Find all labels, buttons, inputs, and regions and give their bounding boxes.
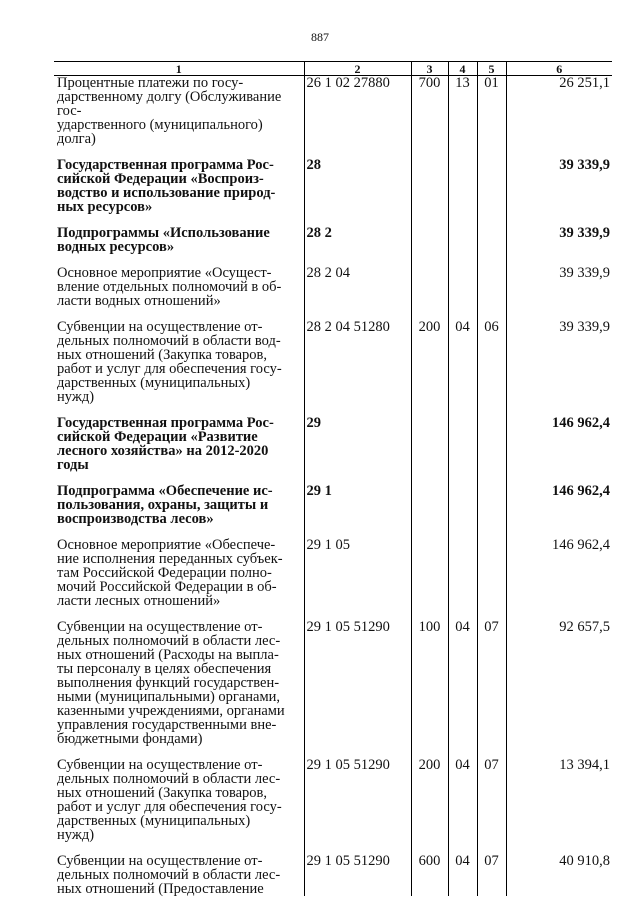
spacer-cell	[448, 254, 477, 266]
row-amount: 39 339,9	[506, 158, 612, 214]
table-row	[54, 320, 612, 404]
spacer-cell	[477, 472, 506, 484]
spacer-cell	[477, 254, 506, 266]
row-code: 28 2 04 51280	[304, 320, 411, 404]
row-section: 04	[448, 620, 477, 746]
column-header-1: 1	[54, 62, 304, 76]
spacer-cell	[477, 526, 506, 538]
row-amount: 146 962,4	[506, 484, 612, 526]
budget-table	[54, 61, 612, 896]
row-section: 13	[448, 76, 477, 147]
row-description: Государственная программа Рос- сийской Федерации «Воспроиз- водство и использование природ- ных ресурсов»	[57, 157, 276, 215]
column-header-5: 5	[477, 62, 506, 76]
column-header-2: 2	[304, 62, 411, 76]
row-expense-type	[411, 416, 448, 472]
row-amount: 39 339,9	[506, 320, 612, 404]
spacer-cell	[448, 404, 477, 416]
row-code: 29 1 05 51290	[304, 620, 411, 746]
row-subsection: 06	[477, 320, 506, 404]
row-amount: 40 910,8	[506, 854, 612, 896]
spacer-cell	[477, 404, 506, 416]
row-code: 29	[304, 416, 411, 472]
spacer-cell	[411, 526, 448, 538]
table-row	[54, 854, 612, 896]
row-code: 28 2	[304, 226, 411, 254]
page-number: 887	[311, 30, 329, 44]
table-row	[54, 484, 612, 526]
row-section	[448, 226, 477, 254]
spacer-cell	[411, 254, 448, 266]
row-subsection	[477, 158, 506, 214]
row-description: Подпрограмма «Обеспечение ис- пользования, охраны, защиты и воспроизводства лесов»	[57, 483, 273, 527]
spacer-cell	[448, 526, 477, 538]
row-subsection: 01	[477, 76, 506, 147]
table-row	[54, 416, 612, 472]
spacer-cell	[448, 472, 477, 484]
header-row	[54, 62, 612, 76]
row-description: Основное мероприятие «Обеспече- ние исполнения переданных субъек- там Российской Федерации полно- мочий Российской Федерации в об- ласти лесных отношений»	[57, 537, 283, 609]
row-section	[448, 158, 477, 214]
row-description: Субвенции на осуществление от- дельных полномочий в области лес- ных отношений (Закупка товаров, работ и услуг для обеспечения госу- дарственных (муниципальных) нужд)	[57, 757, 282, 843]
row-section	[448, 416, 477, 472]
table-row	[54, 226, 612, 254]
row-subsection	[477, 416, 506, 472]
row-subsection: 07	[477, 758, 506, 842]
row-expense-type: 100	[411, 620, 448, 746]
row-section	[448, 484, 477, 526]
row-description: Субвенции на осуществление от- дельных полномочий в области вод- ных отношений (Закупка товаров, работ и услуг для обеспечения госу- дарственных (муниципальных) нужд)	[57, 319, 282, 405]
row-code: 29 1 05 51290	[304, 758, 411, 842]
row-expense-type	[411, 226, 448, 254]
row-subsection: 07	[477, 620, 506, 746]
row-code: 26 1 02 27880	[304, 76, 411, 147]
row-expense-type: 600	[411, 854, 448, 896]
row-description: Субвенции на осуществление от- дельных полномочий в области лес- ных отношений (Расходы на выпла- ты персоналу в целях обеспечения выполнения функций государствен- ными (муниципальными) органами, казенными учреждениями, органами управления государственными вне- бюджетными фондами)	[57, 619, 285, 747]
row-section	[448, 538, 477, 608]
table-row	[54, 76, 612, 147]
row-subsection	[477, 484, 506, 526]
row-code: 29 1	[304, 484, 411, 526]
row-code: 29 1 05 51290	[304, 854, 411, 896]
table-row	[54, 758, 612, 842]
spacer-cell	[411, 214, 448, 226]
row-expense-type: 700	[411, 76, 448, 147]
spacer-cell	[448, 146, 477, 158]
column-header-4: 4	[448, 62, 477, 76]
table-body	[54, 76, 612, 897]
spacer-cell	[477, 146, 506, 158]
row-amount: 146 962,4	[506, 416, 612, 472]
row-expense-type	[411, 484, 448, 526]
row-section: 04	[448, 758, 477, 842]
row-code: 28 2 04	[304, 266, 411, 308]
column-header-3: 3	[411, 62, 448, 76]
row-description: Процентные платежи по госу- дарственному долгу (Обслуживание гос- ударственного (муниципального) долга)	[57, 75, 282, 147]
row-expense-type	[411, 266, 448, 308]
row-amount: 13 394,1	[506, 758, 612, 842]
row-amount: 92 657,5	[506, 620, 612, 746]
table-row	[54, 538, 612, 608]
row-code: 28	[304, 158, 411, 214]
row-code: 29 1 05	[304, 538, 411, 608]
row-amount: 39 339,9	[506, 266, 612, 308]
spacer-cell	[448, 214, 477, 226]
table-row	[54, 620, 612, 746]
row-section: 04	[448, 320, 477, 404]
row-description: Основное мероприятие «Осущест- вление отдельных полномочий в об- ласти водных отношений»	[57, 265, 282, 309]
table-row	[54, 158, 612, 214]
row-amount: 146 962,4	[506, 538, 612, 608]
spacer-cell	[477, 214, 506, 226]
row-section	[448, 266, 477, 308]
spacer-cell	[411, 146, 448, 158]
spacer-cell	[411, 404, 448, 416]
row-subsection	[477, 226, 506, 254]
row-description: Государственная программа Рос- сийской Федерации «Развитие лесного хозяйства» на 2012-2020 годы	[57, 415, 274, 473]
row-subsection: 07	[477, 854, 506, 896]
row-amount: 39 339,9	[506, 226, 612, 254]
spacer-cell	[411, 472, 448, 484]
row-subsection	[477, 266, 506, 308]
row-description: Подпрограммы «Использование водных ресурсов»	[57, 225, 270, 255]
row-section: 04	[448, 854, 477, 896]
column-header-6: 6	[506, 62, 612, 76]
table-row	[54, 266, 612, 308]
row-amount: 26 251,1	[506, 76, 612, 147]
row-description: Субвенции на осуществление от- дельных полномочий в области лес- ных отношений (Предоставление	[57, 853, 281, 897]
row-expense-type: 200	[411, 320, 448, 404]
row-subsection	[477, 538, 506, 608]
row-expense-type	[411, 158, 448, 214]
row-expense-type: 200	[411, 758, 448, 842]
row-expense-type	[411, 538, 448, 608]
